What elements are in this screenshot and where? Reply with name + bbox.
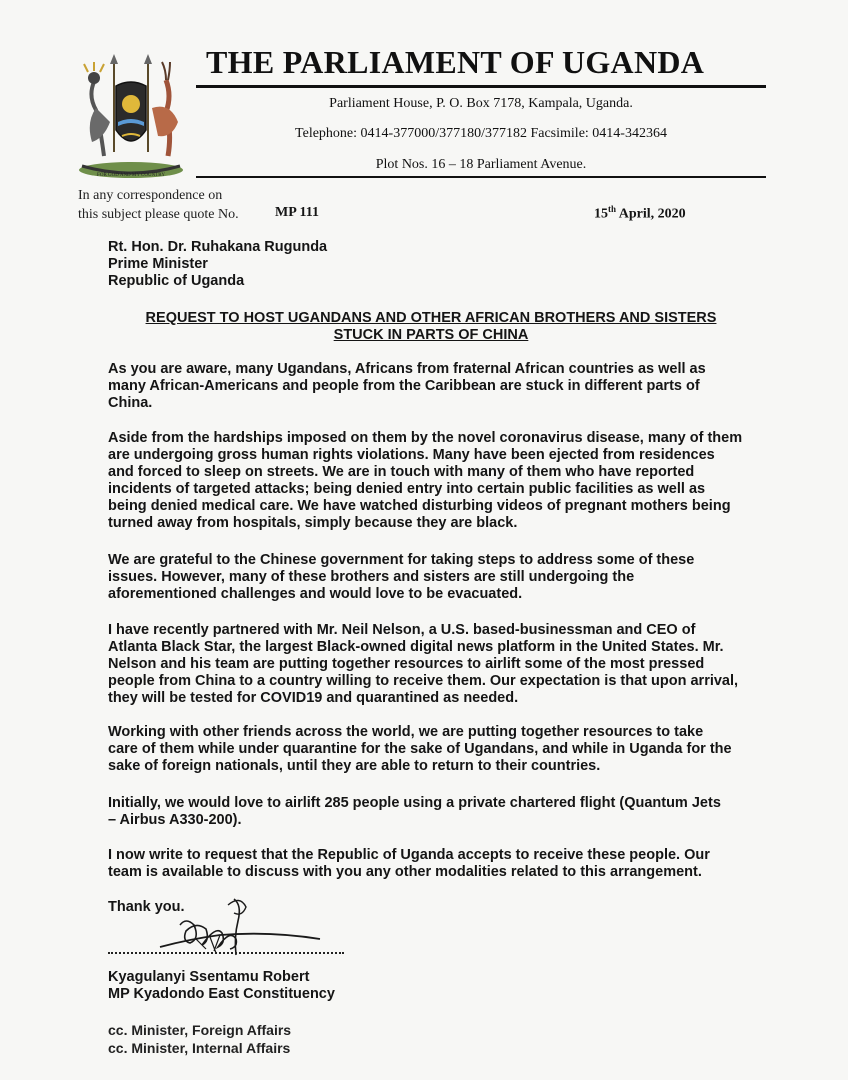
handwritten-signature — [150, 895, 330, 970]
body-line: I now write to request that the Republic of Uganda accepts to receive these people. Our — [108, 847, 710, 863]
addressee-name: Rt. Hon. Dr. Ruhakana Rugunda — [108, 239, 328, 255]
addressee-block — [108, 239, 327, 290]
body-paragraph-4 — [108, 622, 754, 707]
body-paragraph-2 — [108, 430, 754, 532]
body-line: sake of foreign nationals, until they are able to return to their countries. — [108, 758, 601, 774]
body-line: they will be tested for COVID19 and quarantined as needed. — [108, 690, 519, 706]
body-paragraph-6 — [108, 795, 754, 829]
signer-block — [108, 969, 335, 1003]
reference-number: MP 111 — [275, 205, 319, 220]
body-line: As you are aware, many Ugandans, Africans from fraternal African countries as well as — [108, 361, 706, 377]
parliament-title: THE PARLIAMENT OF UGANDA — [206, 44, 705, 80]
body-line: team is available to discuss with you any other modalities related to this arrangement. — [108, 864, 702, 880]
body-line: Nelson and his team are putting together resources to airlift some of the most pressed — [108, 656, 705, 672]
body-line: issues. However, many of these brothers and sisters are still undergoing the — [108, 569, 635, 585]
body-paragraph-1 — [108, 361, 754, 412]
signer-name: Kyagulanyi Ssentamu Robert — [108, 969, 310, 985]
body-paragraph-3 — [108, 552, 754, 603]
body-line: China. — [108, 395, 153, 411]
correspondence-note — [78, 186, 239, 224]
body-paragraph-7 — [108, 847, 754, 881]
date-month-year: April, 2020 — [616, 206, 686, 222]
correspondence-note-line1: In any correspondence on — [78, 188, 223, 203]
correspondence-note-line2: this subject please quote No. — [78, 207, 239, 222]
body-paragraph-5 — [108, 724, 754, 775]
body-line: Aside from the hardships imposed on them by the novel coronavirus disease, many of them — [108, 430, 743, 446]
signature-line — [108, 952, 344, 954]
addressee-title: Prime Minister — [108, 256, 208, 272]
svg-text:FOR GOD AND MY COUNTRY: FOR GOD AND MY COUNTRY — [97, 173, 165, 178]
body-line: We are grateful to the Chinese government for taking steps to address some of these — [108, 552, 695, 568]
cc-item: cc. Minister, Internal Affairs — [108, 1040, 291, 1056]
letterhead-bottom-rule — [196, 176, 766, 178]
body-line: incidents of targeted attacks; being denied entry into certain public facilities as well as — [108, 481, 706, 497]
subject-line-1: REQUEST TO HOST UGANDANS AND OTHER AFRICAN BROTHERS AND SISTERS — [145, 310, 717, 326]
body-line: I have recently partnered with Mr. Neil Nelson, a U.S. based-businessman and CEO of — [108, 622, 696, 638]
date-day: 15 — [594, 206, 608, 222]
body-line: and forced to sleep on streets. We are in touch with many of them who have reported — [108, 464, 695, 480]
body-line: many African-Americans and people from the Caribbean are stuck in different parts of — [108, 378, 700, 394]
closing-thanks: Thank you. — [108, 899, 185, 915]
body-line: – Airbus A330-200). — [108, 812, 242, 828]
body-line: aforementioned challenges and would love to be evacuated. — [108, 586, 523, 602]
signer-title: MP Kyadondo East Constituency — [108, 986, 335, 1002]
body-line: people from China to a country willing to receive them. Our expectation is that upon arrival, — [108, 673, 739, 689]
subject-line-2: STUCK IN PARTS OF CHINA — [333, 327, 529, 343]
date-suffix: th — [608, 204, 617, 214]
body-line: Working with other friends across the world, we are putting together resources to take — [108, 724, 704, 740]
letterhead-address: Parliament House, P. O. Box 7178, Kampala, Uganda. — [329, 96, 633, 111]
body-line: are undergoing gross human rights violations. Many have been ejected from residences — [108, 447, 715, 463]
letterhead-plot: Plot Nos. 16 – 18 Parliament Avenue. — [375, 157, 587, 172]
cc-item: cc. Minister, Foreign Affairs — [108, 1022, 292, 1038]
letterhead-top-rule — [196, 85, 766, 88]
body-line: Initially, we would love to airlift 285 people using a private chartered flight (Quantum Jets — [108, 795, 721, 811]
addressee-org: Republic of Uganda — [108, 273, 245, 289]
body-line: Atlanta Black Star, the largest Black-owned digital news platform in the United States. Mr. — [108, 639, 724, 655]
body-line: being denied medical care. We have watched disturbing videos of pregnant mothers being — [108, 498, 731, 514]
letterhead-telephone: Telephone: 0414-377000/377180/377182 Facsimile: 0414-342364 — [295, 126, 667, 141]
coat-of-arms-icon — [74, 52, 188, 180]
body-line: care of them while under quarantine for the sake of Ugandans, and while in Uganda for the — [108, 741, 732, 757]
subject-heading — [108, 310, 754, 344]
letter-date — [594, 204, 686, 223]
body-line: turned away from hospitals, simply because they are black. — [108, 515, 518, 531]
cc-list — [108, 1021, 291, 1057]
